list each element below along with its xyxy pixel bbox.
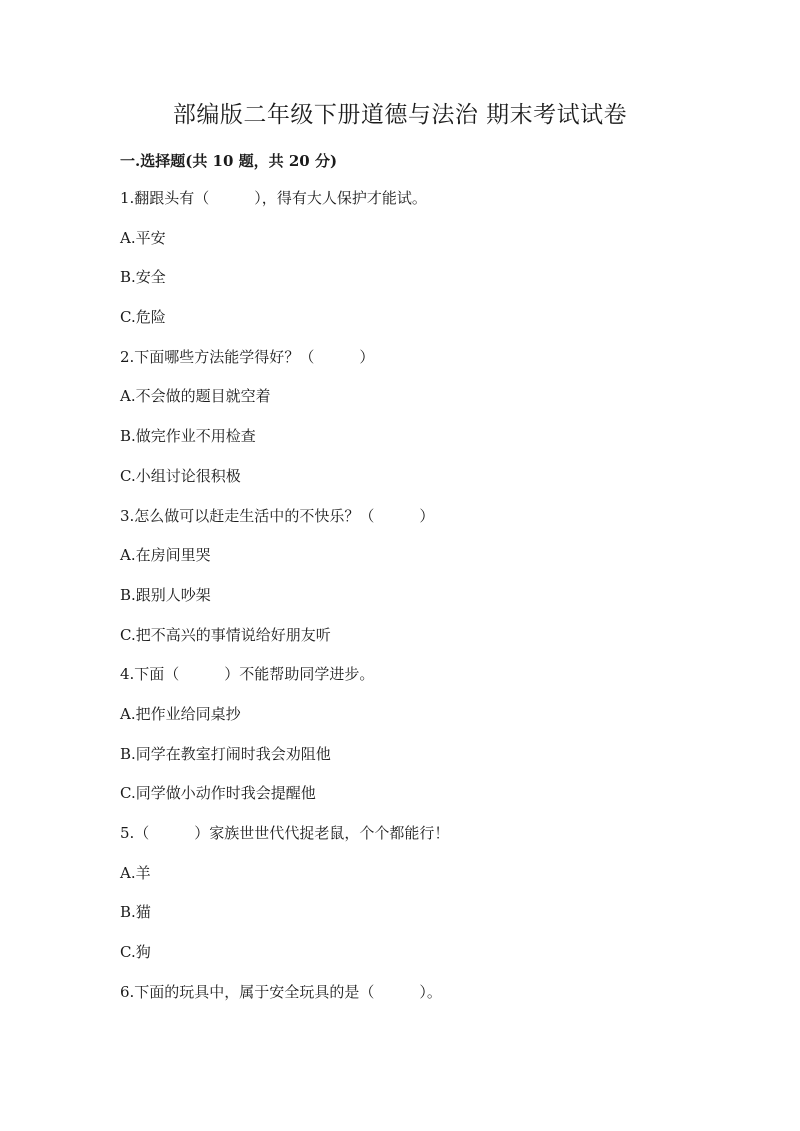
question-4-option-b: B.同学在教室打闹时我会劝阻他 xyxy=(120,744,331,763)
question-3-stem: 3.怎么做可以赶走生活中的不快乐？（ ） xyxy=(120,506,435,525)
question-2-option-b: B.做完作业不用检查 xyxy=(120,427,256,446)
question-4-option-c: C.同学做小动作时我会提醒他 xyxy=(120,784,316,803)
page-title: 部编版二年级下册道德与法治 期末考试试卷 xyxy=(172,102,628,128)
question-1-option-c: C.危险 xyxy=(120,308,166,327)
question-list xyxy=(120,187,720,1020)
question-6-stem: 6.下面的玩具中，属于安全玩具的是（ ）。 xyxy=(120,982,442,1001)
section-heading: 一.选择题(共 10 题，共 20 分) xyxy=(120,152,338,170)
question-3-option-a: A.在房间里哭 xyxy=(120,546,211,565)
question-3-option-c: C.把不高兴的事情说给好朋友听 xyxy=(120,625,331,644)
question-2-option-c: C.小组讨论很积极 xyxy=(120,466,241,485)
question-1-option-a: A.平安 xyxy=(120,228,166,247)
question-4-stem: 4.下面（ ）不能帮助同学进步。 xyxy=(120,665,375,684)
question-3-option-b: B.跟别人吵架 xyxy=(120,585,211,604)
question-2-option-a: A.不会做的题目就空着 xyxy=(120,387,271,406)
question-5-option-b: B.猫 xyxy=(120,903,151,922)
question-5-option-a: A.羊 xyxy=(120,863,151,882)
question-1-stem: 1.翻跟头有（ ），得有大人保护才能试。 xyxy=(120,189,427,207)
question-2-stem: 2.下面哪些方法能学得好？（ ） xyxy=(120,347,375,366)
question-1-option-b: B.安全 xyxy=(120,268,166,287)
question-5-option-c: C.狗 xyxy=(120,943,151,962)
question-4-option-a: A.把作业给同桌抄 xyxy=(120,704,241,723)
question-5-stem: 5.（ ）家族世世代代捉老鼠，个个都能行！ xyxy=(120,824,450,842)
